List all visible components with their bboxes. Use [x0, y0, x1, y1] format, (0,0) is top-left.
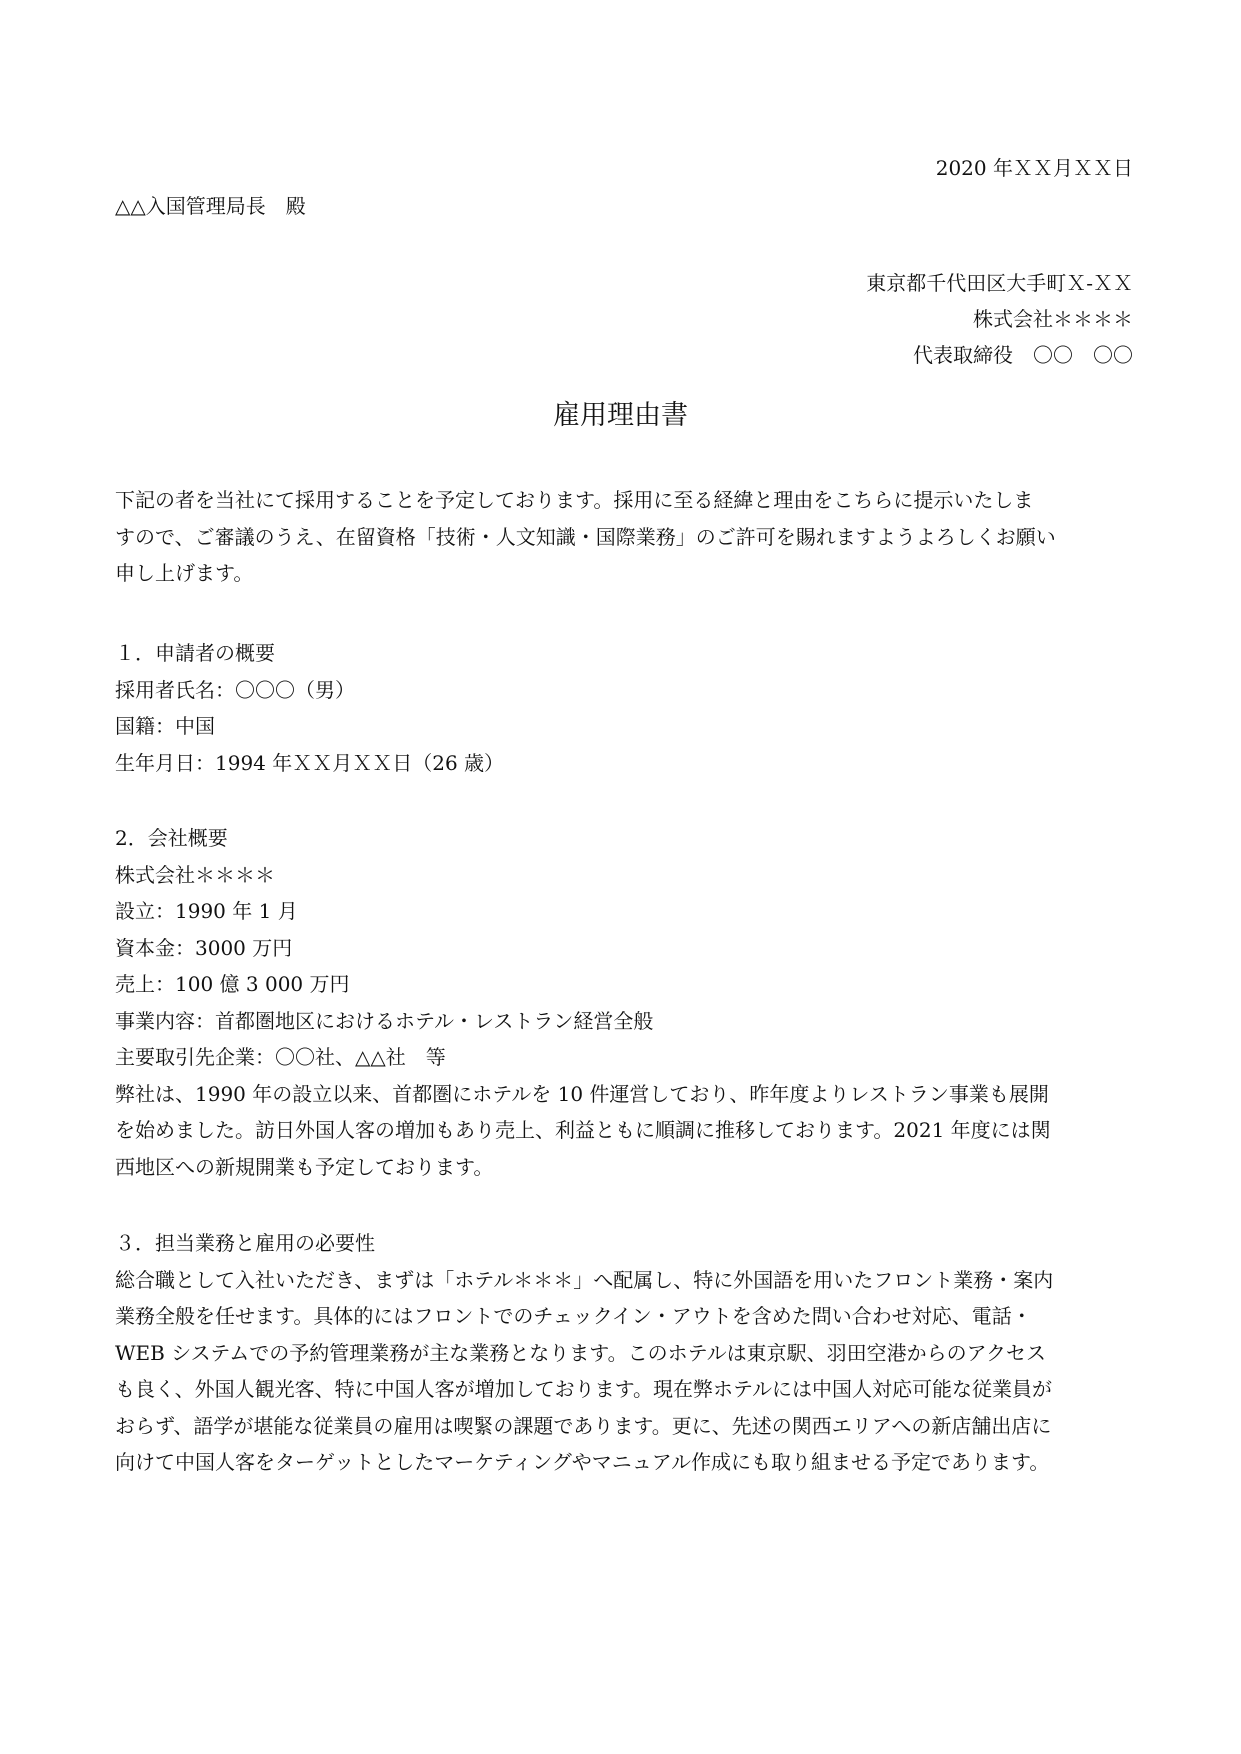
- duties-line: 業務全般を任せます。具体的にはフロントでのチェックイン・アウトを含めた問い合わせ対応、電話・: [115, 1304, 1032, 1328]
- intro-line: 下記の者を当社にて採用することを予定しております。採用に至る経緯と理由をこちらに提示いたしま: [115, 488, 1034, 512]
- document-title: 雇用理由書: [553, 400, 688, 431]
- document-date: 2020 年ＸＸ月ＸＸ日: [935, 156, 1133, 180]
- company-sales: 売上：100 億 3 000 万円: [115, 972, 350, 996]
- company-description-line: 弊社は、1990 年の設立以来、首都圏にホテルを 10 件運営しており、昨年度よりレストラン事業も展開: [115, 1081, 1049, 1106]
- intro-paragraph: [115, 482, 1135, 592]
- duties-line: おらず、語学が堪能な従業員の雇用は喫緊の課題であります。更に、先述の関西エリアへの新店舗出店に: [115, 1413, 1052, 1438]
- company-business: 事業内容：首都圏地区におけるホテル・レストラン経営全般: [115, 1008, 654, 1033]
- section-heading: 2．会社概要: [115, 826, 228, 850]
- applicant-name: 採用者氏名：〇〇〇（男）: [115, 677, 355, 702]
- duties-line: 総合職として入社いただき、まずは「ホテル＊＊＊」へ配属し、特に外国語を用いたフロント業務・案内: [115, 1267, 1054, 1292]
- duties-line: も良く、外国人観光客、特に中国人客が増加しております。現在弊ホテルには中国人対応可能な従業員が: [115, 1377, 1052, 1401]
- company-name: 株式会社＊＊＊＊: [115, 862, 275, 887]
- section-company: [115, 820, 1051, 1185]
- section-applicant: [115, 635, 504, 781]
- intro-line: すので、ご審議のうえ、在留資格「技術・人文知識・国際業務」のご許可を賜れますようよろしくお願い: [115, 524, 1056, 549]
- company-capital: 資本金：3000 万円: [115, 935, 293, 960]
- section-heading: １．申請者の概要: [115, 641, 275, 665]
- company-clients: 主要取引先企業：〇〇社、△△社 等: [115, 1045, 446, 1069]
- duties-line: WEB システムでの予約管理業務が主な業務となります。このホテルは東京駅、羽田空港からのアクセス: [115, 1340, 1047, 1365]
- addressee: △△入国管理局長 殿: [115, 194, 306, 218]
- section-duties: [115, 1225, 1053, 1481]
- duties-line: 向けて中国人客をターゲットとしたマーケティングやマニュアル作成にも取り組ませる予定であります。: [115, 1450, 1050, 1474]
- applicant-nationality: 国籍：中国: [115, 714, 215, 738]
- sender-representative: 代表取締役 〇〇 〇〇: [913, 343, 1133, 367]
- applicant-birthdate: 生年月日：1994 年ＸＸ月ＸＸ日（26 歳）: [115, 750, 505, 775]
- intro-line: 申し上げます。: [115, 561, 254, 585]
- company-founded: 設立：1990 年 1 月: [115, 899, 298, 923]
- company-description-line: 西地区への新規開業も予定しております。: [115, 1154, 494, 1179]
- sender-company: 株式会社＊＊＊＊: [973, 307, 1133, 331]
- company-description-line: を始めました。訪日外国人客の増加もあり売上、利益ともに順調に推移しております。2021 年度には関: [115, 1118, 1051, 1142]
- sender-address: 東京都千代田区大手町Ｘ-ＸＸ: [866, 271, 1133, 295]
- section-heading: ３．担当業務と雇用の必要性: [115, 1231, 375, 1255]
